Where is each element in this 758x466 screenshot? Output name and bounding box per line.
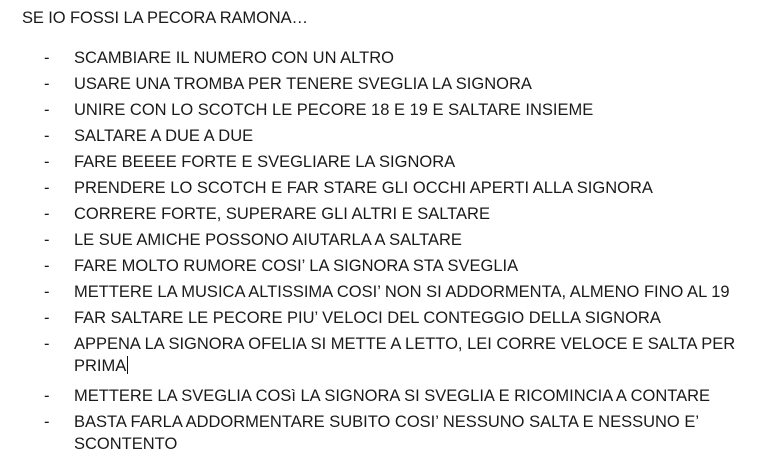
list-item bbox=[0, 47, 758, 73]
list-dash: - bbox=[44, 205, 50, 223]
list-item-text[interactable]: BASTA FARLA ADDORMENTARE SUBITO COSI’ NESSUNO SALTA E NESSUNO E’ SCONTENTO bbox=[74, 413, 699, 453]
list-item bbox=[0, 307, 758, 333]
list-item-text[interactable]: SALTARE A DUE A DUE bbox=[74, 127, 254, 145]
list-dash: - bbox=[44, 153, 50, 171]
list-item-text-with-cursor[interactable] bbox=[74, 333, 746, 377]
list-item bbox=[0, 281, 758, 307]
list-dash: - bbox=[44, 75, 50, 93]
list-item-text[interactable]: UNIRE CON LO SCOTCH LE PECORE 18 E 19 E SALTARE INSIEME bbox=[74, 101, 594, 119]
list-item-text[interactable]: LE SUE AMICHE POSSONO AIUTARLA A SALTARE bbox=[74, 231, 462, 249]
document-title: SE IO FOSSI LA PECORA RAMONA… bbox=[22, 9, 308, 27]
list-dash: - bbox=[44, 413, 50, 431]
list-dash: - bbox=[44, 257, 50, 275]
list-item-text[interactable]: USARE UNA TROMBA PER TENERE SVEGLIA LA SIGNORA bbox=[74, 75, 532, 93]
list-item-text[interactable]: FARE BEEEE FORTE E SVEGLIARE LA SIGNORA bbox=[74, 153, 456, 171]
list-item-text[interactable]: FARE MOLTO RUMORE COSI’ LA SIGNORA STA SVEGLIA bbox=[74, 257, 519, 275]
list-item-text[interactable]: PRENDERE LO SCOTCH E FAR STARE GLI OCCHI APERTI ALLA SIGNORA bbox=[74, 179, 653, 197]
list-item bbox=[0, 333, 758, 385]
list-dash: - bbox=[44, 387, 50, 405]
list-item bbox=[0, 255, 758, 281]
text-cursor bbox=[127, 356, 128, 374]
list-dash: - bbox=[44, 101, 50, 119]
list-dash: - bbox=[44, 127, 50, 145]
list-dash: - bbox=[44, 283, 50, 301]
list-item-text[interactable]: APPENA LA SIGNORA OFELIA SI METTE A LETTO, LEI CORRE VELOCE E SALTA PER PRIMA bbox=[74, 335, 736, 375]
list-item-text[interactable]: FAR SALTARE LE PECORE PIU’ VELOCI DEL CONTEGGIO DELLA SIGNORA bbox=[74, 309, 661, 327]
list-dash: - bbox=[44, 231, 50, 249]
list-item-text[interactable]: METTERE LA MUSICA ALTISSIMA COSI’ NON SI ADDORMENTA, ALMENO FINO AL 19 bbox=[74, 283, 730, 301]
list-item bbox=[0, 229, 758, 255]
list-item bbox=[0, 411, 758, 463]
list-item bbox=[0, 99, 758, 125]
list-dash: - bbox=[44, 179, 50, 197]
list-item bbox=[0, 177, 758, 203]
list-dash: - bbox=[44, 49, 50, 67]
list-item bbox=[0, 73, 758, 99]
list-item-text[interactable]: SCAMBIARE IL NUMERO CON UN ALTRO bbox=[74, 49, 394, 67]
list-item bbox=[0, 203, 758, 229]
list-dash: - bbox=[44, 335, 50, 353]
list-item-text[interactable]: METTERE LA SVEGLIA COSì LA SIGNORA SI SVEGLIA E RICOMINCIA A CONTARE bbox=[74, 387, 711, 405]
list-dash: - bbox=[44, 309, 50, 327]
bullet-list bbox=[0, 47, 758, 463]
list-item bbox=[0, 151, 758, 177]
list-item bbox=[0, 385, 758, 411]
list-item-text[interactable]: CORRERE FORTE, SUPERARE GLI ALTRI E SALTARE bbox=[74, 205, 490, 223]
list-item bbox=[0, 125, 758, 151]
